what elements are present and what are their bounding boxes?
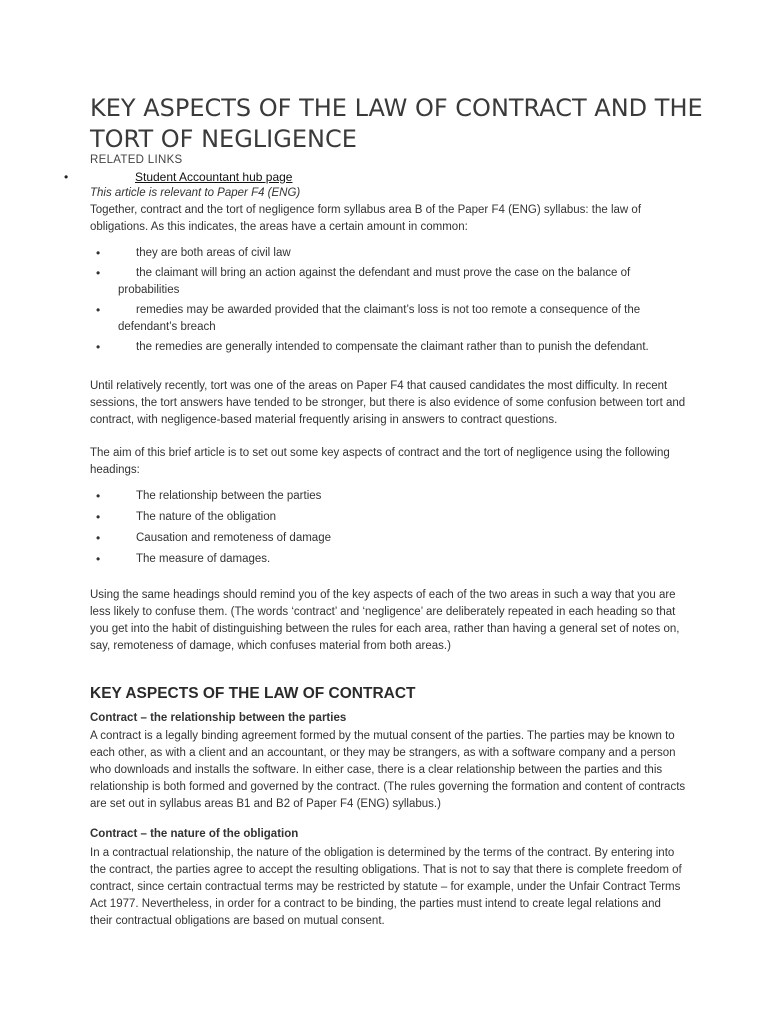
list-item: • The nature of the obligation	[96, 510, 277, 524]
related-links-label: RELATED LINKS	[90, 154, 183, 166]
common-points-list	[90, 245, 686, 356]
bullet-icon: •	[64, 170, 69, 184]
list-item: • Causation and remoteness of damage	[96, 531, 331, 545]
list-item: • they are both areas of civil law	[96, 246, 291, 260]
aim-paragraph: The aim of this brief article is to set out some key aspects of contract and the tort of negligence using the following headings:	[90, 447, 670, 476]
article-title: KEY ASPECTS OF THE LAW OF CONTRACT AND THE TORT OF NEGLIGENCE	[90, 94, 703, 153]
bullet-icon: •	[96, 552, 101, 566]
recent-paragraph: Until relatively recently, tort was one of the areas on Paper F4 that caused candidates the most difficulty. In recent sessions, the tort answers have tended to be stronger, but there is also evidence of some confusion between tort and contract, with negligence-based material frequently arising in answers to contract questions.	[90, 380, 686, 426]
same-headings-paragraph: Using the same headings should remind you of the key aspects of each of the two areas in such a way that you are less likely to confuse them. (The words ‘contract’ and ‘negligence’ are deliberately repeated in each heading so that you get into the habit of distinguishing between the rules for each area, rather than having a general set of notes on, say, remoteness of damage, which confuses material from both areas.)	[90, 589, 680, 652]
subheading-nature-obligation: Contract – the nature of the obligation	[90, 828, 299, 840]
relationship-paragraph: A contract is a legally binding agreement formed by the mutual consent of the parties. The parties may be known to each other, as with a client and an accountant, or they may be strangers, as with a software company and a person who downloads and installs the software. In either case, there is a clear relationship between the parties and this relationship is both formed and governed by the contract. (The rules governing the formation and content of contracts are set out in syllabus areas B1 and B2 of Paper F4 (ENG) syllabus.)	[90, 730, 686, 810]
list-item: • The measure of damages.	[96, 552, 271, 566]
relevance-note: This article is relevant to Paper F4 (ENG)	[90, 187, 301, 199]
section-title-contract: KEY ASPECTS OF THE LAW OF CONTRACT	[90, 685, 416, 702]
list-item: • the claimant will bring an action against the defendant and must prove the case on the balance of probabilities	[96, 266, 631, 296]
student-accountant-hub-link[interactable]: Student Accountant hub page	[135, 170, 293, 184]
list-item: • remedies may be awarded provided that the claimant’s loss is not too remote a consequence of the defendant’s breach	[96, 303, 641, 333]
list-item: • the remedies are generally intended to compensate the claimant rather than to punish the defendant.	[96, 340, 649, 354]
headings-list	[90, 488, 686, 568]
subheading-relationship: Contract – the relationship between the parties	[90, 712, 347, 724]
bullet-icon: •	[96, 246, 101, 260]
bullet-icon: •	[96, 489, 101, 503]
nature-obligation-paragraph: In a contractual relationship, the nature of the obligation is determined by the terms of the contract. By entering into the contract, the parties agree to accept the resulting obligations. That is not to say that there is complete freedom of contract, since certain contractual terms may be restricted by statute – for example, under the Unfair Contract Terms Act 1977. Nevertheless, in order for a contract to be binding, the parties must intend to create legal relations and their contractual obligations are based on mutual consent.	[90, 847, 682, 927]
intro-paragraph: Together, contract and the tort of negligence form syllabus area B of the Paper F4 (ENG) syllabus: the law of obligations. As this indicates, the areas have a certain amount in common:	[90, 204, 642, 233]
bullet-icon: •	[96, 266, 101, 280]
bullet-icon: •	[96, 531, 101, 545]
bullet-icon: •	[96, 303, 101, 317]
bullet-icon: •	[96, 340, 101, 354]
list-item: • The relationship between the parties	[96, 489, 322, 503]
bullet-icon: •	[96, 510, 101, 524]
